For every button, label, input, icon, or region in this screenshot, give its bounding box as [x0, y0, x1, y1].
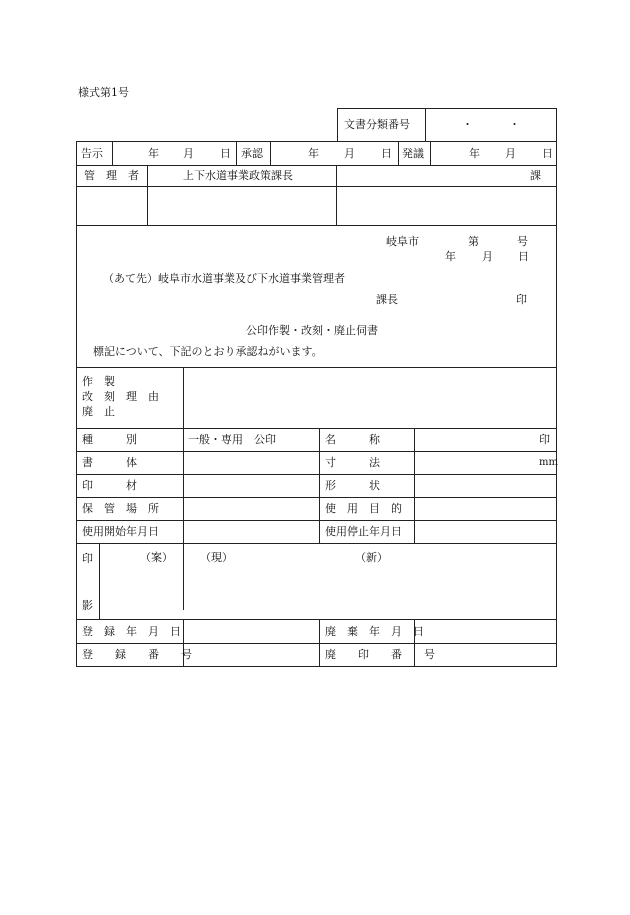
impression-current: （現）: [200, 551, 233, 564]
form-number: 様式第1号: [78, 86, 129, 99]
seal-mark: 印: [516, 293, 527, 306]
doc-class-dot-2: ・: [509, 118, 520, 131]
toroku-number-label: 登 録 番 号: [82, 648, 192, 661]
impression-new: （新）: [355, 551, 388, 564]
stop-date-label: 使用停止年月日: [325, 525, 402, 538]
shonin-year: 年: [308, 147, 319, 160]
kokuji-label: 告示: [81, 147, 103, 160]
kokuji-year: 年: [148, 147, 159, 160]
doc-class-dot-1: ・: [462, 118, 473, 131]
kokuji-month: 月: [183, 147, 194, 160]
meisho-value: 印: [539, 433, 550, 446]
request-body: 標記について、下記のとおり承認ねがいます。: [93, 345, 323, 358]
document-title: 公印作製・改刻・廃止伺書: [246, 324, 378, 337]
impression-draft: （案）: [140, 551, 173, 564]
hatsugi-month: 月: [505, 147, 516, 160]
shubetsu-label: 種 別: [82, 433, 137, 446]
manager-value: 上下水道事業政策課長: [183, 169, 293, 182]
shubetsu-value: 一般・専用 公印: [188, 433, 276, 446]
kacho-label: 課長: [376, 293, 398, 306]
toroku-date-label: 登 録 年 月 日: [82, 625, 181, 638]
manager-ka: 課: [530, 169, 541, 182]
city-label: 岐阜市: [386, 235, 419, 248]
shonin-label: 承認: [241, 147, 263, 160]
sunpo-label: 寸 法: [325, 456, 380, 469]
dai-label: 第: [468, 235, 479, 248]
reason-line-3: 廃 止: [82, 405, 115, 418]
impression-in: 印: [82, 552, 93, 565]
kokuji-day: 日: [220, 147, 231, 160]
haiin-number-label: 廃 印 番 号: [325, 648, 435, 661]
hatsugi-year: 年: [469, 147, 480, 160]
shonin-month: 月: [344, 147, 355, 160]
request-month: 月: [482, 250, 493, 263]
impression-ei: 影: [82, 599, 93, 612]
shotai-label: 書 体: [82, 456, 137, 469]
doc-class-label: 文書分類番号: [344, 118, 410, 131]
mokuteki-label: 使 用 目 的: [325, 502, 402, 515]
shonin-day: 日: [381, 147, 392, 160]
go-label: 号: [517, 235, 528, 248]
reason-line-1: 作 製: [82, 375, 115, 388]
request-year: 年: [445, 250, 456, 263]
hokan-label: 保 管 場 所: [82, 502, 159, 515]
sunpo-unit: mm: [539, 457, 558, 468]
reason-line-2: 改 刻 理 由: [82, 390, 159, 403]
inzai-label: 印 材: [82, 479, 137, 492]
hatsugi-label: 発議: [402, 147, 424, 160]
haiki-date-label: 廃 棄 年 月 日: [325, 625, 424, 638]
hatsugi-day: 日: [542, 147, 553, 160]
request-day: 日: [518, 250, 529, 263]
meisho-label: 名 称: [325, 433, 380, 446]
keijo-label: 形 状: [325, 479, 380, 492]
start-date-label: 使用開始年月日: [82, 525, 159, 538]
addressee: （あて先）岐阜市水道事業及び下水道事業管理者: [103, 272, 345, 285]
manager-label: 管 理 者: [84, 169, 139, 182]
